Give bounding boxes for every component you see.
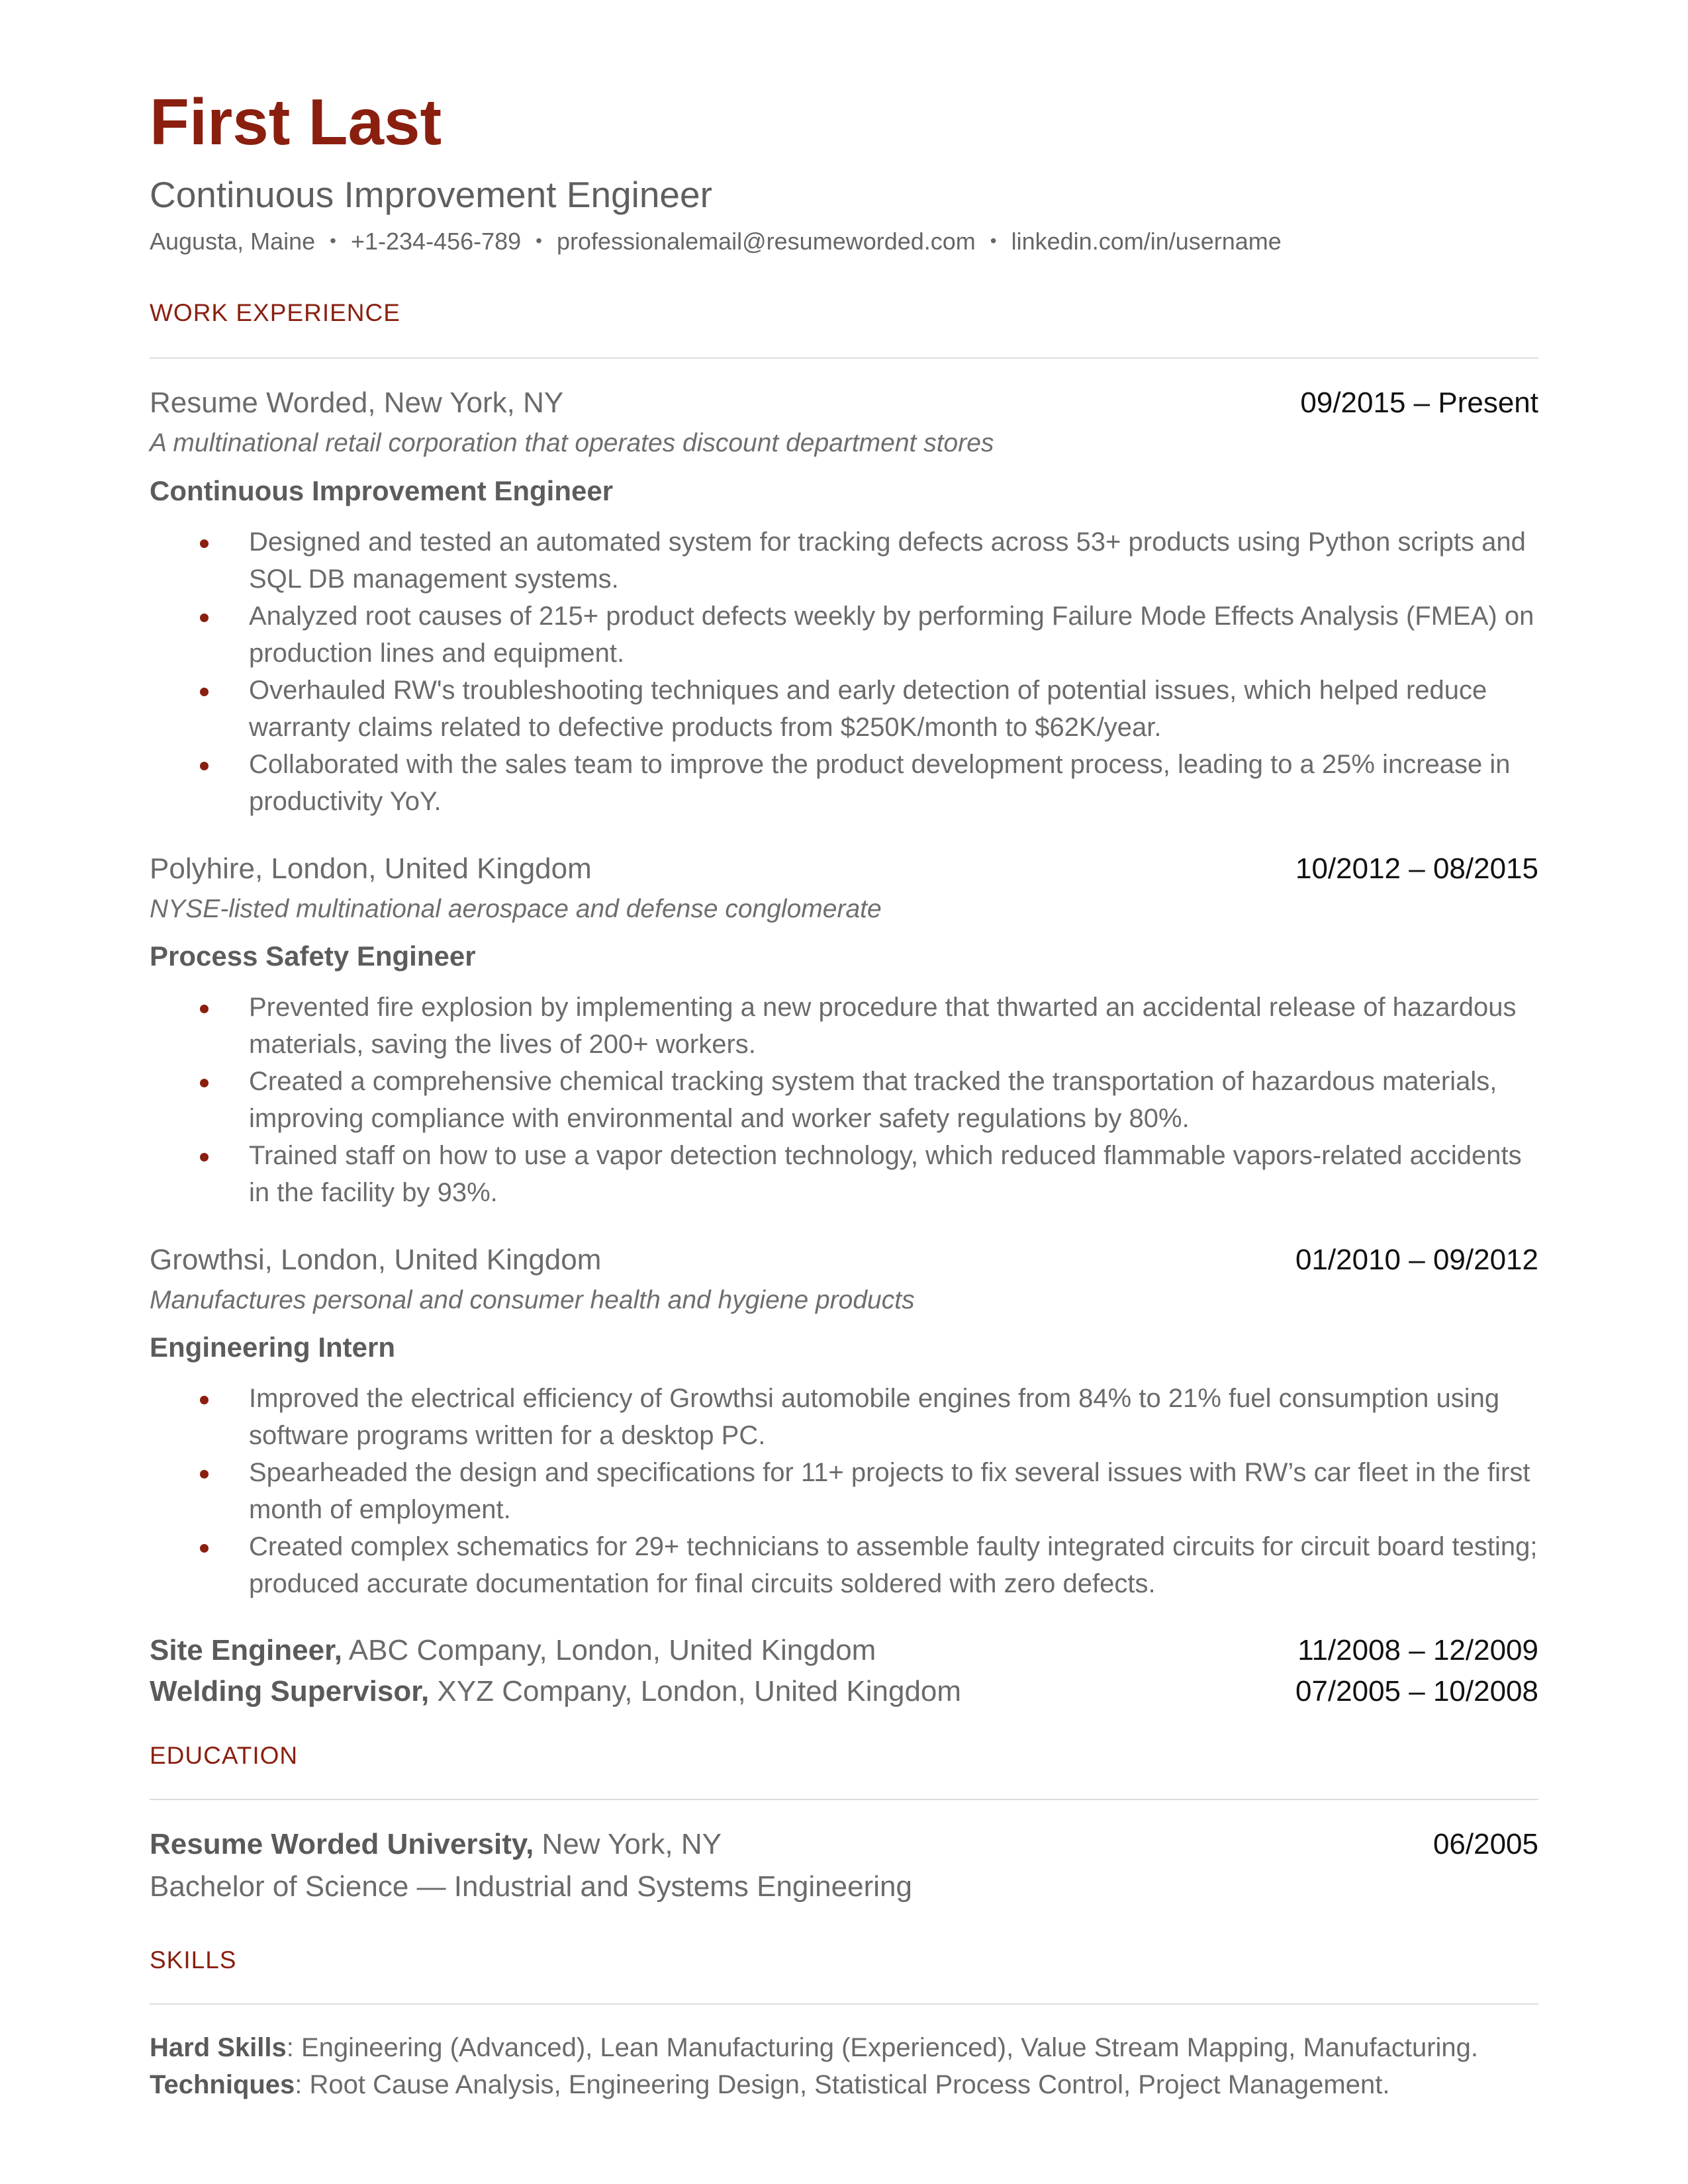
education-date: 06/2005 bbox=[1432, 1828, 1538, 1860]
other-job-row bbox=[150, 1634, 1538, 1667]
other-job-dates: 11/2008 – 12/2009 bbox=[1297, 1634, 1538, 1666]
bullet-dot-icon bbox=[200, 1153, 209, 1161]
skills-tech-label: Techniques bbox=[150, 2070, 295, 2099]
skills-tech-value: : Root Cause Analysis, Engineering Design, Statistical Process Control, Project Management. bbox=[295, 2070, 1390, 2099]
bullet-item: Analyzed root causes of 215+ product defects weekly by performing Failure Mode Effects Analysis (FMEA) on production lines and equipment. bbox=[150, 598, 1538, 672]
contact-location: Augusta, Maine bbox=[150, 228, 316, 255]
other-job-role: Welding Supervisor, bbox=[150, 1675, 430, 1707]
section-divider bbox=[150, 1799, 1538, 1800]
bullet-item: Spearheaded the design and specifications for 11+ projects to fix several issues with RW’s car fleet in the first month of employment. bbox=[150, 1454, 1538, 1528]
bullet-dot-icon bbox=[200, 1544, 209, 1553]
job-dates: 01/2010 – 09/2012 bbox=[1295, 1244, 1538, 1276]
separator-dot: • bbox=[536, 230, 542, 251]
other-job-company: XYZ Company, London, United Kingdom bbox=[429, 1675, 962, 1707]
other-job-dates: 07/2005 – 10/2008 bbox=[1295, 1675, 1538, 1707]
bullet-item: Improved the electrical efficiency of Growthsi automobile engines from 84% to 21% fuel consumption using software programs written for a desktop PC. bbox=[150, 1380, 1538, 1454]
bullet-item: Overhauled RW's troubleshooting techniques and early detection of potential issues, which helped reduce warranty claims related to defective products from $250K/month to $62K/year. bbox=[150, 672, 1538, 746]
bullet-item: Created a comprehensive chemical tracking system that tracked the transportation of hazardous materials, improving compliance with environmental and worker safety regulations by 80%. bbox=[150, 1063, 1538, 1137]
skills-hard-label: Hard Skills bbox=[150, 2033, 287, 2062]
job-role: Engineering Intern bbox=[150, 1332, 396, 1363]
company-description: NYSE-listed multinational aerospace and defense conglomerate bbox=[150, 895, 882, 923]
degree: Bachelor of Science — Industrial and Systems Engineering bbox=[150, 1870, 912, 1903]
candidate-name: First Last bbox=[150, 85, 442, 158]
bullet-item: Prevented fire explosion by implementing a new procedure that thwarted an accidental release of hazardous materials, saving the lives of 200+ workers. bbox=[150, 989, 1538, 1063]
job-headline: Continuous Improvement Engineer bbox=[150, 174, 712, 215]
bullet-dot-icon bbox=[200, 1470, 209, 1479]
job-role: Process Safety Engineer bbox=[150, 940, 476, 972]
job-dates: 09/2015 – Present bbox=[1300, 387, 1538, 419]
job-company: Resume Worded, New York, NY bbox=[150, 387, 564, 419]
job-company: Polyhire, London, United Kingdom bbox=[150, 852, 592, 885]
skills-hard bbox=[150, 2033, 1478, 2063]
job-role: Continuous Improvement Engineer bbox=[150, 475, 614, 506]
other-job-row bbox=[150, 1675, 1538, 1708]
bullet-dot-icon bbox=[200, 688, 209, 696]
bullet-item: Collaborated with the sales team to improve the product development process, leading to a 25% increase in productivity YoY. bbox=[150, 746, 1538, 820]
bullet-dot-icon bbox=[200, 762, 209, 770]
bullet-list bbox=[150, 523, 1538, 820]
skills-hard-value: : Engineering (Advanced), Lean Manufacturing (Experienced), Value Stream Mapping, Manufacturing. bbox=[286, 2033, 1479, 2062]
other-job-company: ABC Company, London, United Kingdom bbox=[342, 1634, 876, 1666]
education-row bbox=[150, 1828, 1538, 1861]
section-title-work: WORK EXPERIENCE bbox=[150, 299, 400, 326]
separator-dot: • bbox=[330, 230, 336, 251]
contact-linkedin[interactable]: linkedin.com/in/username bbox=[1011, 228, 1282, 255]
bullet-dot-icon bbox=[200, 614, 209, 622]
contact-line bbox=[150, 228, 1282, 255]
company-description: Manufactures personal and consumer health and hygiene products bbox=[150, 1286, 915, 1314]
school-name: Resume Worded University, bbox=[150, 1828, 534, 1860]
school-location: New York, NY bbox=[534, 1828, 722, 1860]
section-title-skills: SKILLS bbox=[150, 1946, 237, 1974]
bullet-item: Designed and tested an automated system for tracking defects across 53+ products using Python scripts and SQL DB management systems. bbox=[150, 523, 1538, 598]
bullet-item: Created complex schematics for 29+ technicians to assemble faulty integrated circuits for circuit board testing; produced accurate documentation for final circuits soldered with zero defects. bbox=[150, 1528, 1538, 1602]
job-dates: 10/2012 – 08/2015 bbox=[1295, 852, 1538, 885]
bullet-dot-icon bbox=[200, 539, 209, 548]
contact-phone: +1-234-456-789 bbox=[350, 228, 522, 255]
company-description: A multinational retail corporation that operates discount department stores bbox=[150, 429, 994, 457]
bullet-list bbox=[150, 989, 1538, 1211]
skills-techniques bbox=[150, 2070, 1389, 2100]
bullet-list bbox=[150, 1380, 1538, 1602]
job-company: Growthsi, London, United Kingdom bbox=[150, 1244, 602, 1276]
section-divider bbox=[150, 2003, 1538, 2005]
contact-email[interactable]: professionalemail@resumeworded.com bbox=[556, 228, 976, 255]
bullet-dot-icon bbox=[200, 1396, 209, 1404]
bullet-dot-icon bbox=[200, 1079, 209, 1087]
bullet-dot-icon bbox=[200, 1005, 209, 1013]
other-job-role: Site Engineer, bbox=[150, 1634, 342, 1666]
separator-dot: • bbox=[990, 230, 997, 251]
section-title-education: EDUCATION bbox=[150, 1742, 299, 1769]
bullet-item: Trained staff on how to use a vapor detection technology, which reduced flammable vapors-related accidents in the facility by 93%. bbox=[150, 1137, 1538, 1211]
section-divider bbox=[150, 357, 1538, 359]
